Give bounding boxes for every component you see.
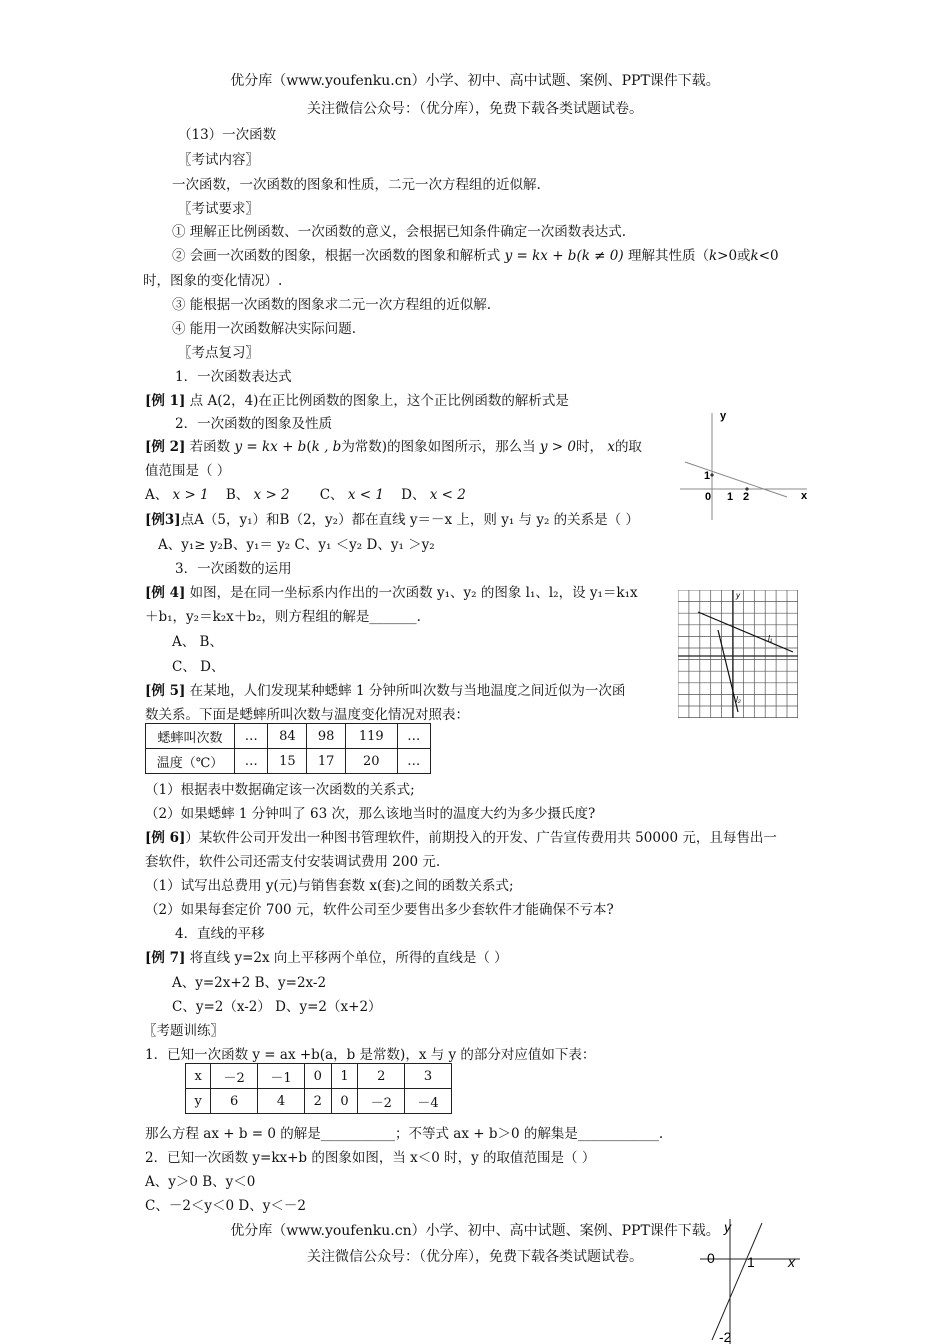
training-q1-after: 那么方程 ax + b = 0 的解是___________；不等式 ax + b＞0 的解集是____________. (145, 1126, 664, 1142)
example-6-line2: 套软件，软件公司还需支付安装调试费用 200 元. (145, 854, 441, 870)
tick-neg2-label: -2 (719, 1329, 732, 1344)
tick-1-label: 1 (727, 491, 734, 503)
x-axis-label: x (788, 1254, 795, 1270)
label-l2: l₂ (736, 695, 741, 704)
tick-2-label: 2 (743, 491, 750, 503)
exam-req-item-3: ③ 能根据一次函数的图象求二元一次方程组的近似解. (172, 297, 492, 313)
exam-content-text: 一次函数，一次函数的图象和性质，二元一次方程组的近似解. (172, 177, 541, 193)
example-5-line2: 数关系。下面是蟋蟀所叫次数与温度变化情况对照表： (145, 707, 469, 723)
label-l1: l₁ (768, 634, 773, 643)
example-4-grid-graph (678, 590, 798, 718)
exam-req-item-2: ② 会画一次函数的图象，根据一次函数的图象和解析式 y = kx + b(k ≠ 0) 理解其性质（k>0或k<0 (172, 248, 779, 264)
example-7-options-ab: A、y=2x+2 B、y=2x-2 (172, 975, 327, 991)
x-axis-label: x (801, 490, 808, 502)
table-row: 蟋蟀叫次数 … 84 98 119 … (146, 724, 431, 749)
function-line (685, 462, 787, 497)
footer-line-1: 优分库（www.youfenku.cn）小学、初中、高中试题、案例、PPT课件下载。 (230, 1223, 720, 1239)
exam-req-item-4: ④ 能用一次函数解决实际问题. (172, 321, 357, 337)
line-l1 (698, 612, 793, 652)
example-2: [例 2] 若函数 y = kx + b(k , b为常数)的图象如图所示，那么当 y > 0时， x的取 (145, 439, 642, 455)
cricket-table (145, 723, 431, 774)
table-row: 温度（℃） … 15 17 20 … (146, 749, 431, 774)
exam-req-item-2-cont: 时，图象的变化情况）. (143, 273, 283, 289)
exam-req-item-1: ① 理解正比例函数、一次函数的意义，会根据已知条件确定一次函数表达式. (172, 224, 627, 240)
subsection-3: 3．一次函数的运用 (175, 561, 292, 577)
example-5: [例 5] 在某地，人们发现某种蟋蟀 1 分钟所叫次数与当地温度之间近似为一次函 (145, 683, 626, 699)
xy-table (185, 1063, 452, 1114)
training-q2-options-ab: A、y＞0 B、y＜0 (145, 1174, 256, 1190)
header-line-2: 关注微信公众号：（优分库），免费下载各类试题试卷。 (307, 101, 643, 117)
table-row: x －2 －1 0 1 2 3 (186, 1064, 452, 1089)
section-title: （13）一次函数 (178, 127, 277, 143)
example-4-line2: ＋b₁，y₂＝k₂x＋b₂，则方程组的解是_______. (145, 609, 421, 625)
example-2-line2: 值范围是（ ） (145, 463, 231, 479)
example-6-q2: （2）如果每套定价 700 元，软件公司至少要售出多少套软件才能确保不亏本? (145, 902, 614, 918)
header-line-1: 优分库（www.youfenku.cn）小学、初中、高中试题、案例、PPT课件下载。 (230, 73, 720, 89)
training-q2-options-cd: C、－2＜y＜0 D、y＜－2 (145, 1198, 306, 1214)
y-intercept-label: 1 (704, 470, 711, 482)
example-7-options-cd: C、y=2（x-2） D、y=2（x+2） (172, 999, 382, 1015)
table-row: y 6 4 2 0 －2 －4 (186, 1089, 452, 1114)
example-5-q1: （1）根据表中数据确定该一次函数的关系式; (145, 782, 415, 798)
review-heading: 〖考点复习〗 (178, 345, 259, 361)
training-q2: 2．已知一次函数 y=kx+b 的图象如图，当 x＜0 时，y 的取值范围是（ ） (145, 1150, 596, 1166)
example-1: [例 1] 点 A(2，4)在正比例函数的图象上，这个正比例函数的解析式是 (145, 393, 569, 409)
example-4-options-ab: A、 B、 (172, 634, 223, 650)
tick-1-label: 1 (747, 1254, 755, 1270)
subsection-1: 1．一次函数表达式 (175, 369, 292, 385)
training-heading: 〖考题训练〗 (143, 1023, 224, 1039)
exam-content-heading: 〖考试内容〗 (178, 152, 259, 168)
origin-label: 0 (707, 1250, 715, 1266)
origin-label: 0 (705, 491, 712, 503)
exam-req-heading: 〖考试要求〗 (178, 201, 259, 217)
example-6-q1: （1）试写出总费用 y(元)与销售套数 x(套)之间的函数关系式; (145, 878, 514, 894)
example-7: [例 7] 将直线 y=2x 向上平移两个单位，所得的直线是（ ） (145, 950, 508, 966)
subsection-4: 4．直线的平移 (175, 926, 265, 942)
example-4-options-cd: C、 D、 (172, 659, 225, 675)
y-axis-label: y (720, 410, 727, 422)
function-line (712, 1223, 762, 1340)
example-3: [例3]点A（5，y₁）和B（2，y₂）都在直线 y＝－x 上，则 y₁ 与 y₂ 的关系是（ ） (145, 512, 639, 528)
example-3-options: A、y₁≥ y₂B、y₁＝ y₂ C、y₁ ＜y₂ D、y₁ ＞y₂ (158, 537, 435, 553)
y-intercept-dot (710, 473, 713, 476)
y-axis-label: y (736, 591, 740, 600)
example-5-q2: （2）如果蟋蟀 1 分钟叫了 63 次，那么该地当时的温度大约为多少摄氏度? (145, 806, 596, 822)
footer-line-2: 关注微信公众号：（优分库），免费下载各类试题试卷。 (307, 1249, 643, 1265)
training-q1: 1．已知一次函数 y = ax +b(a，b 是常数)，x 与 y 的部分对应值如下表： (145, 1047, 596, 1063)
example-6: [例 6]）某软件公司开发出一种图书管理软件，前期投入的开发、广告宣传费用共 50000 元，且每售出一 (145, 830, 777, 846)
example-2-graph (675, 405, 815, 525)
subsection-2: 2．一次函数的图象及性质 (175, 416, 333, 432)
y-axis-label: y (724, 1219, 731, 1235)
example-4: [例 4] 如图，是在同一坐标系内作出的一次函数 y₁、y₂ 的图象 l₁、l₂，设 y₁＝k₁x (145, 585, 638, 601)
formula: y = kx + b(k ≠ 0) (504, 248, 624, 264)
training-q2-graph (700, 1215, 810, 1344)
example-2-options: A、 x > 1 B、 x > 2 C、 x < 1 D、 x < 2 (145, 487, 466, 503)
